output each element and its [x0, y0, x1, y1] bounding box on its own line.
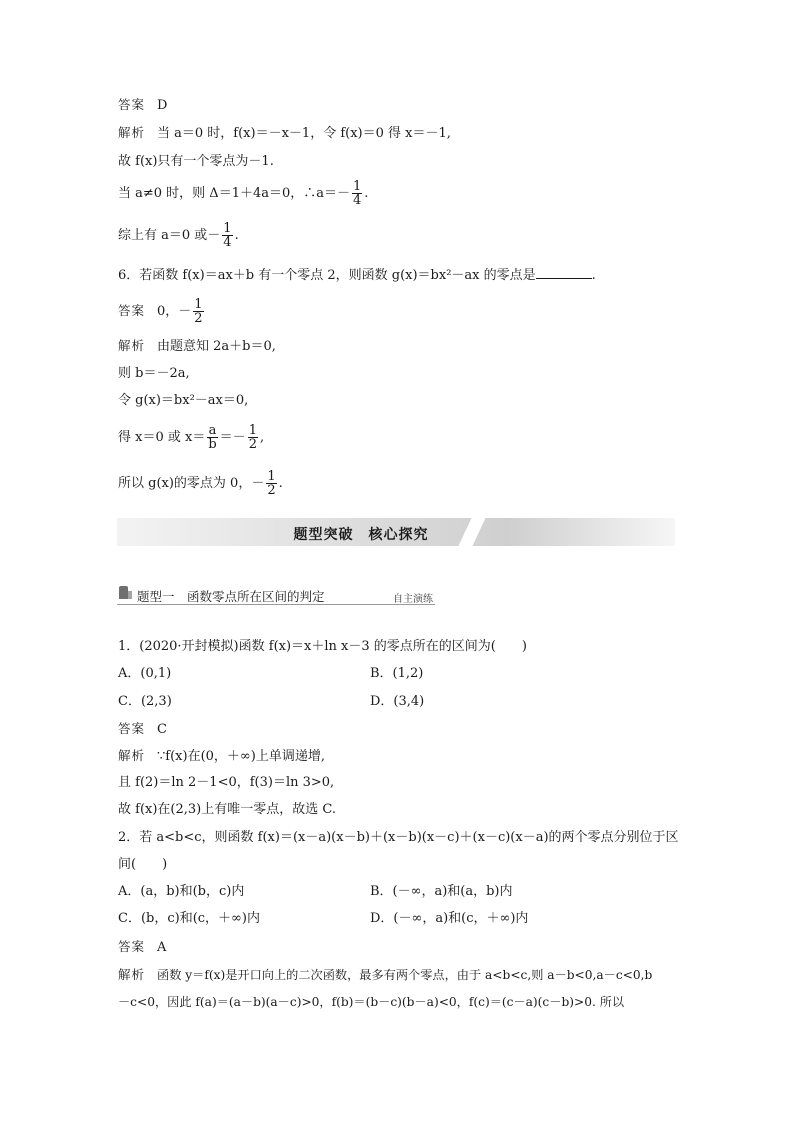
- fraction: [222, 222, 232, 249]
- answer-line: [118, 938, 166, 957]
- text-run: 0，－: [157, 304, 192, 319]
- question-6-stem: [118, 266, 596, 285]
- fraction: [352, 180, 362, 207]
- numerator: a: [208, 423, 217, 438]
- denominator: 2: [267, 483, 276, 498]
- text-run: .: [364, 186, 369, 201]
- answer-label: 答案: [118, 97, 146, 112]
- option-d: D．(－∞，a)和(c，＋∞)内: [370, 911, 529, 926]
- answer-value: C: [157, 722, 167, 737]
- numerator: 1: [267, 469, 276, 484]
- denominator: b: [208, 437, 217, 452]
- text-run: 综上有 a＝0 或－: [118, 228, 221, 243]
- numerator: 1: [194, 297, 203, 312]
- fraction: [193, 298, 203, 325]
- analysis-line: 令 g(x)＝bx²－ax＝0,: [118, 393, 249, 408]
- answer-label: 答案: [118, 939, 146, 954]
- numerator: 1: [353, 179, 362, 194]
- option-a: A．(a，b)和(b，c)内: [118, 884, 245, 899]
- option-c: C．(b，c)和(c，＋∞)内: [118, 911, 260, 926]
- denominator: 4: [223, 235, 232, 250]
- question-1-stem: 1．(2020·开封模拟)函数 f(x)＝x＋ln x－3 的零点所在的区间为( ): [118, 639, 527, 654]
- text-run: .: [278, 476, 283, 491]
- question-2-stem-cont: 间( ): [118, 857, 168, 872]
- analysis-line: [118, 470, 283, 497]
- answer-value: D: [157, 98, 168, 113]
- numerator: 1: [248, 423, 257, 438]
- text-run: 当 a≠0 时，则 Δ＝1＋4a＝0，∴a＝－: [118, 186, 351, 201]
- fraction: [248, 424, 258, 451]
- text-run: ∵f(x)在(0，＋∞)上单调递增,: [157, 749, 325, 764]
- option-b: B．(1,2): [370, 666, 424, 681]
- denominator: 4: [353, 193, 362, 208]
- analysis-label: 解析: [118, 338, 146, 353]
- text-run: 6．若函数 f(x)＝ax＋b 有一个零点 2，则函数 g(x)＝bx²－ax 的零点是: [118, 268, 536, 283]
- question-2-stem: 2．若 a<b<c，则函数 f(x)＝(x－a)(x－b)＋(x－b)(x－c)＋(x－c)(x－a)的两个零点分别位于区: [118, 830, 679, 845]
- bookmark-icon: [119, 586, 128, 599]
- answer-blank: [536, 266, 592, 279]
- text-run: 所以 g(x)的零点为 0，－: [118, 476, 265, 491]
- section-banner: [117, 518, 675, 546]
- analysis-line: [118, 424, 264, 451]
- topic-header: [117, 586, 435, 605]
- text-run: ,: [259, 430, 265, 445]
- fraction: [266, 470, 276, 497]
- text-run: ＝－: [219, 430, 246, 445]
- analysis-line: [118, 337, 276, 356]
- analysis-line: 则 b＝－2a,: [118, 366, 190, 381]
- answer-label: 答案: [118, 721, 146, 736]
- denominator: 2: [248, 437, 257, 452]
- answer-line: [118, 720, 167, 739]
- answer-label: 答案: [118, 303, 146, 318]
- topic-title: 题型一 函数零点所在区间的判定: [137, 589, 325, 604]
- option-c: C．(2,3): [118, 694, 172, 709]
- analysis-line: [118, 180, 368, 207]
- answer-value: A: [157, 940, 167, 955]
- option-b: B．(－∞，a)和(a，b)内: [370, 884, 513, 899]
- answer-line: [118, 96, 167, 115]
- option-d: D．(3,4): [370, 694, 425, 709]
- numerator: 1: [223, 221, 232, 236]
- analysis-line: 故 f(x)只有一个零点为－1.: [118, 154, 274, 169]
- analysis-label: 解析: [118, 967, 146, 982]
- analysis-label: 解析: [118, 748, 146, 763]
- analysis-line: 且 f(2)＝ln 2－1<0，f(3)＝ln 3>0,: [118, 775, 335, 790]
- text-run: 函数 y＝f(x)是开口向上的二次函数，最多有两个零点，由于 a<b<c,则 a－b<0,a－c<0,b: [157, 968, 653, 982]
- analysis-line: [118, 966, 652, 984]
- text-run: 得 x＝0 或 x＝: [118, 430, 206, 445]
- denominator: 2: [194, 311, 203, 326]
- analysis-line: [118, 747, 325, 766]
- analysis-line: 故 f(x)在(2,3)上有唯一零点，故选 C.: [118, 802, 336, 817]
- topic-tag: 自主演练: [393, 594, 433, 605]
- analysis-line: [118, 222, 239, 249]
- analysis-line: －c<0，因此 f(a)＝(a－b)(a－c)>0，f(b)＝(b－c)(b－a)<0，f(c)＝(c－a)(c－b)>0. 所以: [118, 995, 625, 1009]
- analysis-line: [118, 124, 451, 143]
- answer-line: [118, 298, 206, 325]
- analysis-text: 当 a＝0 时，f(x)＝－x－1，令 f(x)＝0 得 x＝－1,: [157, 126, 451, 141]
- text-run: .: [591, 268, 596, 283]
- section-title: 题型突破 核心探究: [293, 527, 429, 543]
- text-run: 由题意知 2a＋b＝0,: [157, 339, 276, 354]
- analysis-label: 解析: [118, 125, 146, 140]
- option-a: A．(0,1): [118, 666, 172, 681]
- text-run: .: [234, 228, 239, 243]
- fraction: [207, 424, 217, 451]
